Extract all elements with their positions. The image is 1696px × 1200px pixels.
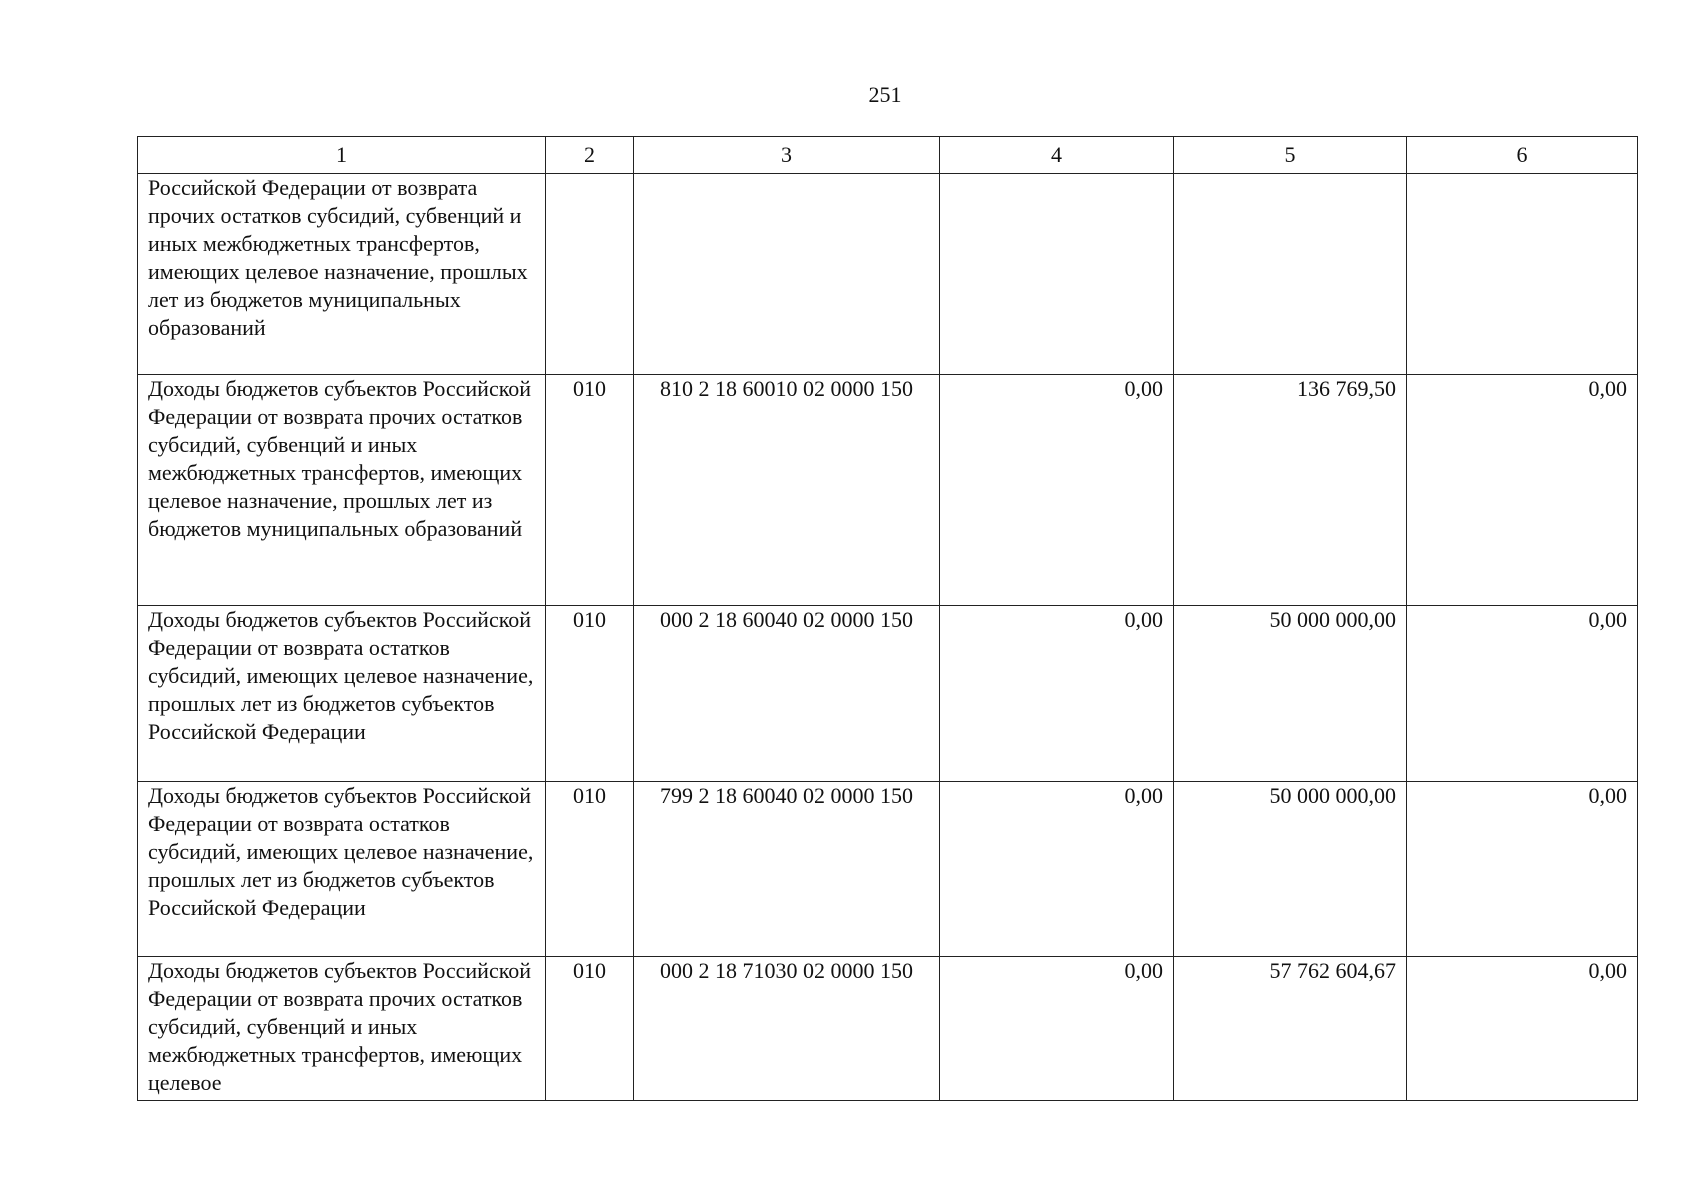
revenue-name-cell: Доходы бюджетов субъектов Российской Федерации от возврата остатков субсидий, имеющих целевое назначение, прошлых лет из бюджетов субъектов Российской Федерации — [138, 606, 546, 782]
budget-classification-code-cell — [634, 174, 940, 375]
header-col-2: 2 — [546, 137, 634, 174]
revenue-name-cell: Доходы бюджетов субъектов Российской Федерации от возврата прочих остатков субсидий, субвенций и иных межбюджетных трансфертов, имеющих целевое — [138, 957, 546, 1101]
table-row — [138, 174, 1638, 375]
value-col-6-cell — [1407, 174, 1638, 375]
line-code-cell: 010 — [546, 957, 634, 1101]
value-col-6-cell: 0,00 — [1407, 606, 1638, 782]
table-row — [138, 782, 1638, 957]
budget-classification-code-cell: 810 2 18 60010 02 0000 150 — [634, 375, 940, 606]
value-col-6-cell: 0,00 — [1407, 375, 1638, 606]
table-row — [138, 375, 1638, 606]
value-col-5-cell: 50 000 000,00 — [1174, 606, 1407, 782]
header-col-5: 5 — [1174, 137, 1407, 174]
line-code-cell: 010 — [546, 606, 634, 782]
value-col-6-cell: 0,00 — [1407, 957, 1638, 1101]
header-col-1: 1 — [138, 137, 546, 174]
value-col-4-cell: 0,00 — [940, 957, 1174, 1101]
value-col-5-cell: 50 000 000,00 — [1174, 782, 1407, 957]
value-col-5-cell: 57 762 604,67 — [1174, 957, 1407, 1101]
header-col-4: 4 — [940, 137, 1174, 174]
revenue-name-cell: Российской Федерации от возврата прочих остатков субсидий, субвенций и иных межбюджетных трансфертов, имеющих целевое назначение, прошлых лет из бюджетов муниципальных образований — [138, 174, 546, 375]
value-col-4-cell: 0,00 — [940, 375, 1174, 606]
value-col-5-cell: 136 769,50 — [1174, 375, 1407, 606]
budget-classification-code-cell: 799 2 18 60040 02 0000 150 — [634, 782, 940, 957]
table-header-row — [138, 137, 1638, 174]
line-code-cell: 010 — [546, 375, 634, 606]
value-col-4-cell — [940, 174, 1174, 375]
budget-classification-code-cell: 000 2 18 71030 02 0000 150 — [634, 957, 940, 1101]
value-col-4-cell: 0,00 — [940, 606, 1174, 782]
line-code-cell — [546, 174, 634, 375]
header-col-3: 3 — [634, 137, 940, 174]
value-col-4-cell: 0,00 — [940, 782, 1174, 957]
table-row — [138, 957, 1638, 1101]
revenue-name-cell: Доходы бюджетов субъектов Российской Федерации от возврата остатков субсидий, имеющих целевое назначение, прошлых лет из бюджетов субъектов Российской Федерации — [138, 782, 546, 957]
page-number: 251 — [868, 82, 902, 107]
revenue-name-cell: Доходы бюджетов субъектов Российской Федерации от возврата прочих остатков субсидий, субвенций и иных межбюджетных трансфертов, имеющих целевое назначение, прошлых лет из бюджетов муниципальных образований — [138, 375, 546, 606]
table-row — [138, 606, 1638, 782]
budget-revenue-table — [137, 136, 1638, 1101]
header-col-6: 6 — [1407, 137, 1638, 174]
line-code-cell: 010 — [546, 782, 634, 957]
value-col-5-cell — [1174, 174, 1407, 375]
budget-classification-code-cell: 000 2 18 60040 02 0000 150 — [634, 606, 940, 782]
value-col-6-cell: 0,00 — [1407, 782, 1638, 957]
